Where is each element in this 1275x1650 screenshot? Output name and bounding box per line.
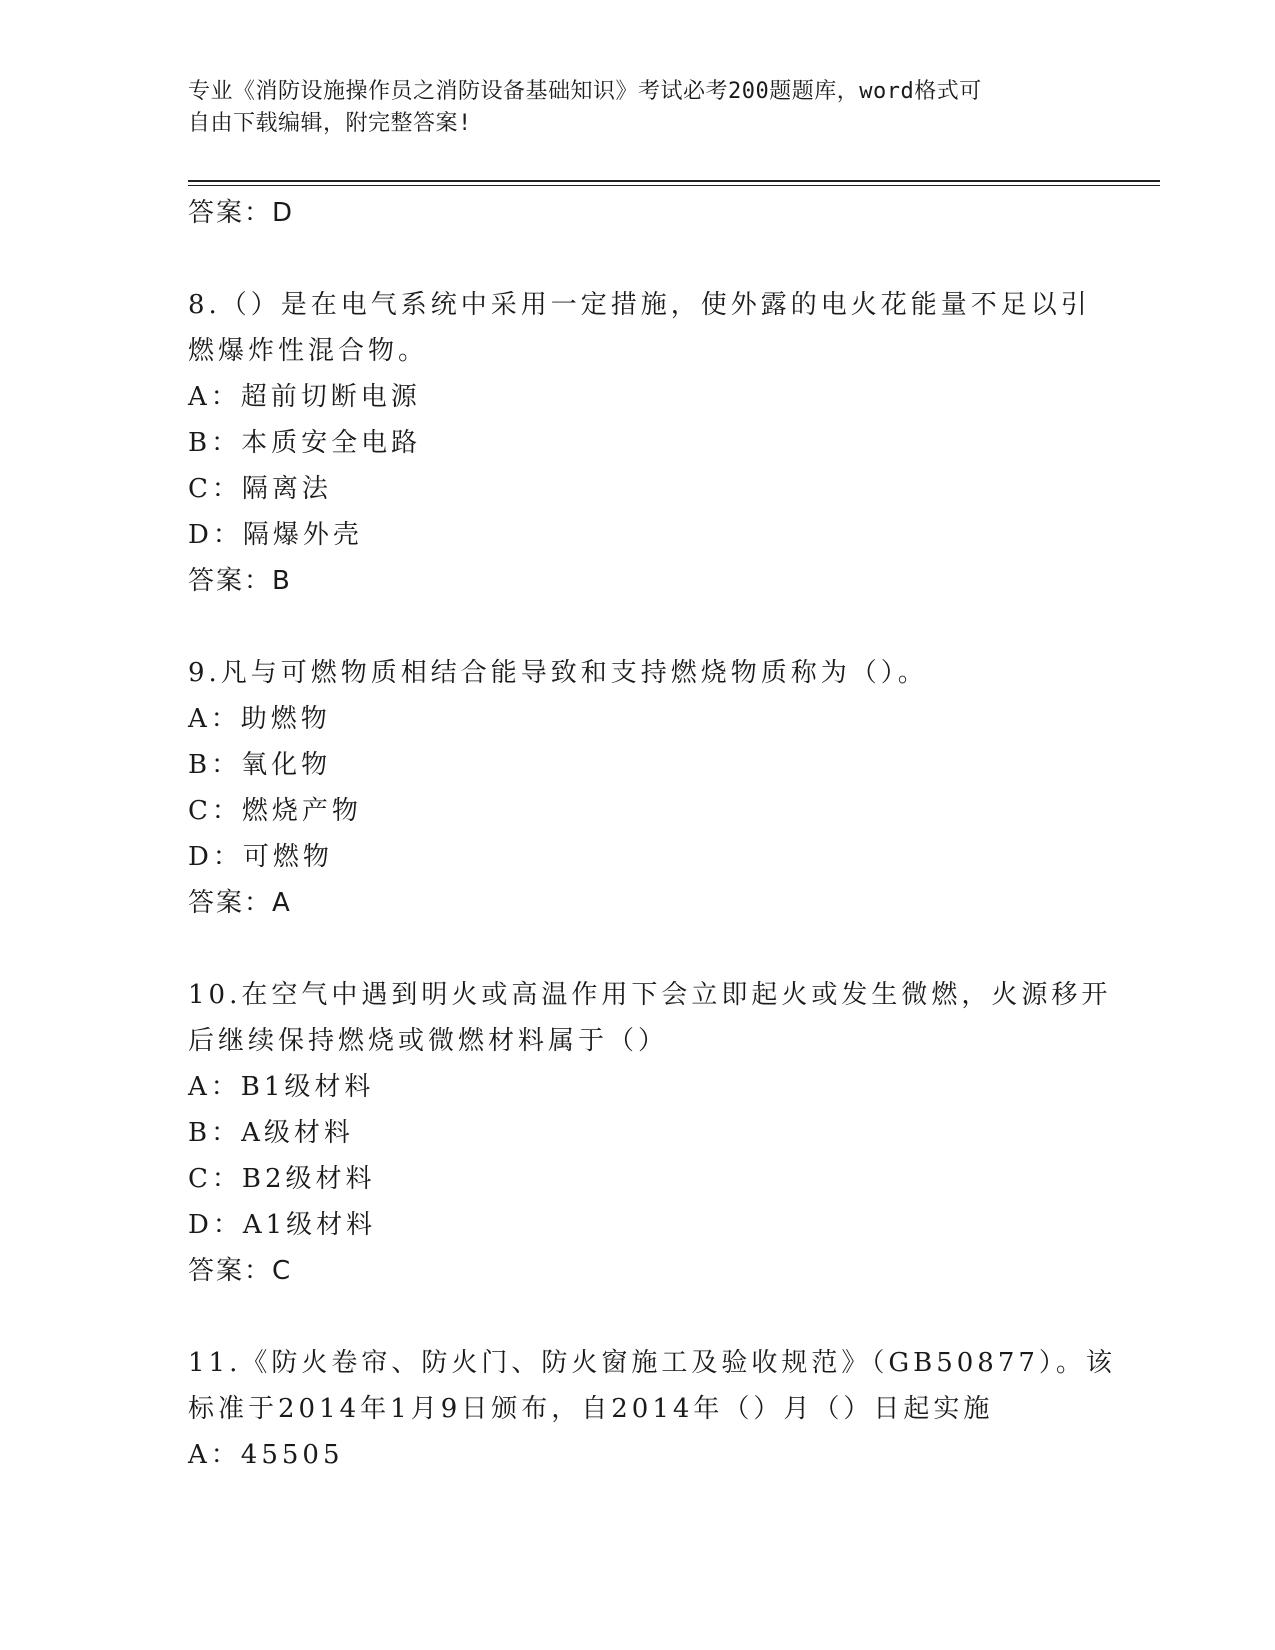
question-text-line: 11.《防火卷帘、防火门、防火窗施工及验收规范》（GB50877）。该	[188, 1348, 1116, 1378]
header-divider-thick	[188, 180, 1160, 182]
option-a: A：B1级材料	[188, 1072, 375, 1102]
question-text-line: 燃爆炸性混合物。	[188, 336, 429, 366]
option-b: B：A级材料	[188, 1118, 354, 1148]
answer: 答案：A	[188, 888, 292, 918]
answer-previous: 答案：D	[188, 198, 295, 228]
option-a: A：45505	[188, 1440, 344, 1470]
answer: 答案：C	[188, 1256, 293, 1286]
header-line-2: 自由下载编辑，附完整答案!	[188, 111, 472, 136]
question-text-line: 10.在空气中遇到明火或高温作用下会立即起火或发生微燃，火源移开	[188, 980, 1112, 1010]
document-header	[188, 76, 1088, 140]
question-text-line: 9.凡与可燃物质相结合能导致和支持燃烧物质称为（）。	[188, 658, 928, 688]
question-11	[188, 1340, 1148, 1478]
option-a: A：超前切断电源	[188, 382, 421, 412]
option-d: D：隔爆外壳	[188, 520, 363, 550]
option-b: B：本质安全电路	[188, 428, 422, 458]
header-line-1: 专业《消防设施操作员之消防设备基础知识》考试必考200题题库，word格式可	[188, 79, 982, 104]
answer: 答案：B	[188, 566, 292, 596]
question-text-line: 标准于2014年1月9日颁布，自2014年（）月（）日起实施	[188, 1394, 994, 1424]
question-text-line: 后继续保持燃烧或微燃材料属于（）	[188, 1026, 669, 1056]
option-b: B：氧化物	[188, 750, 332, 780]
question-text-line: 8.（）是在电气系统中采用一定措施，使外露的电火花能量不足以引	[188, 290, 1091, 320]
option-a: A：助燃物	[188, 704, 331, 734]
option-c: C：燃烧产物	[188, 796, 362, 826]
question-9	[188, 650, 1148, 926]
question-10	[188, 972, 1148, 1294]
option-c: C：B2级材料	[188, 1164, 376, 1194]
question-list	[188, 190, 1148, 1478]
header-divider-thin	[188, 185, 1160, 186]
question-8	[188, 282, 1148, 604]
option-c: C：隔离法	[188, 474, 332, 504]
option-d: D：A1级材料	[188, 1210, 377, 1240]
option-d: D：可燃物	[188, 842, 333, 872]
